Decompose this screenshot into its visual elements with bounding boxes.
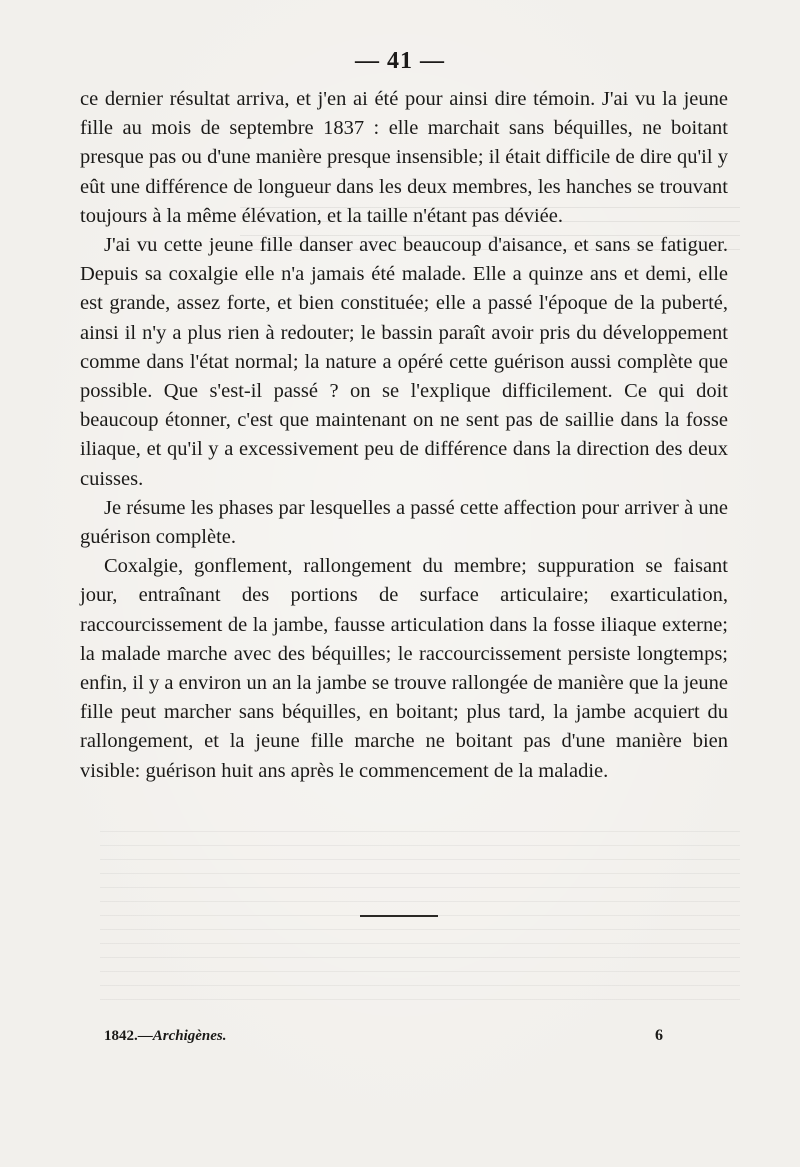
page-number: — 41 — (355, 48, 445, 74)
paragraph-phases: Coxalgie, gonflement, rallongement du membre; suppuration se faisant jour, entraînant des portions de surface articulaire; exarticulation, raccourcissement de la jambe, fausse articulation dans la fosse iliaque externe; la malade marche avec des béquilles; le raccourcissement persiste longtemps; enfin, il y a environ un an la jambe se trouve rallongée de manière que la jeune fille peut marcher sans béquilles, en boitant; plus tard, la jambe acquiert du rallongement, et la jeune fille marche ne boitant pas d'une manière bien visible: guérison huit ans après le commencement de la maladie. (80, 555, 728, 782)
body-text (80, 85, 728, 786)
section-rule (360, 915, 438, 917)
footer-year: 1842.— (104, 1028, 153, 1044)
footer-publication (104, 1028, 227, 1045)
bleed-through-texture-lower (100, 820, 740, 1000)
paragraph-summary-intro: Je résume les phases par lesquelles a passé cette affection pour arriver à une guérison complète. (80, 496, 728, 549)
paragraph-continuation: ce dernier résultat arriva, et j'en ai été pour ainsi dire témoin. J'ai vu la jeune fille au mois de septembre 1837 : elle marchait sans béquilles, ne boitant presque pas ou d'une manière presque insensible; il était difficile de dire qu'il y eût une différence de longueur dans les deux membres, les hanches se trouvant toujours à la même élévation, et la taille n'étant pas déviée. (80, 88, 728, 227)
paragraph-dance: J'ai vu cette jeune fille danser avec beaucoup d'aisance, et sans se fatiguer. Depuis sa coxalgie elle n'a jamais été malade. Elle a quinze ans et demi, elle est grande, assez forte, et bien constituée; elle a passé l'époque de la puberté, ainsi il n'y a plus rien à redouter; le bassin paraît avoir pris du développement comme dans l'état normal; la nature a opéré cette guérison aussi complète que possible. Que s'est-il passé ? on se l'explique difficilement. Ce qui doit beaucoup étonner, c'est que maintenant on ne sent pas de saillie dans la fosse iliaque, et qu'il y a excessivement peu de différence dans la direction des deux cuisses. (80, 234, 728, 490)
footer-signature: 6 (655, 1027, 663, 1044)
footer-journal: Archigènes. (152, 1028, 227, 1044)
